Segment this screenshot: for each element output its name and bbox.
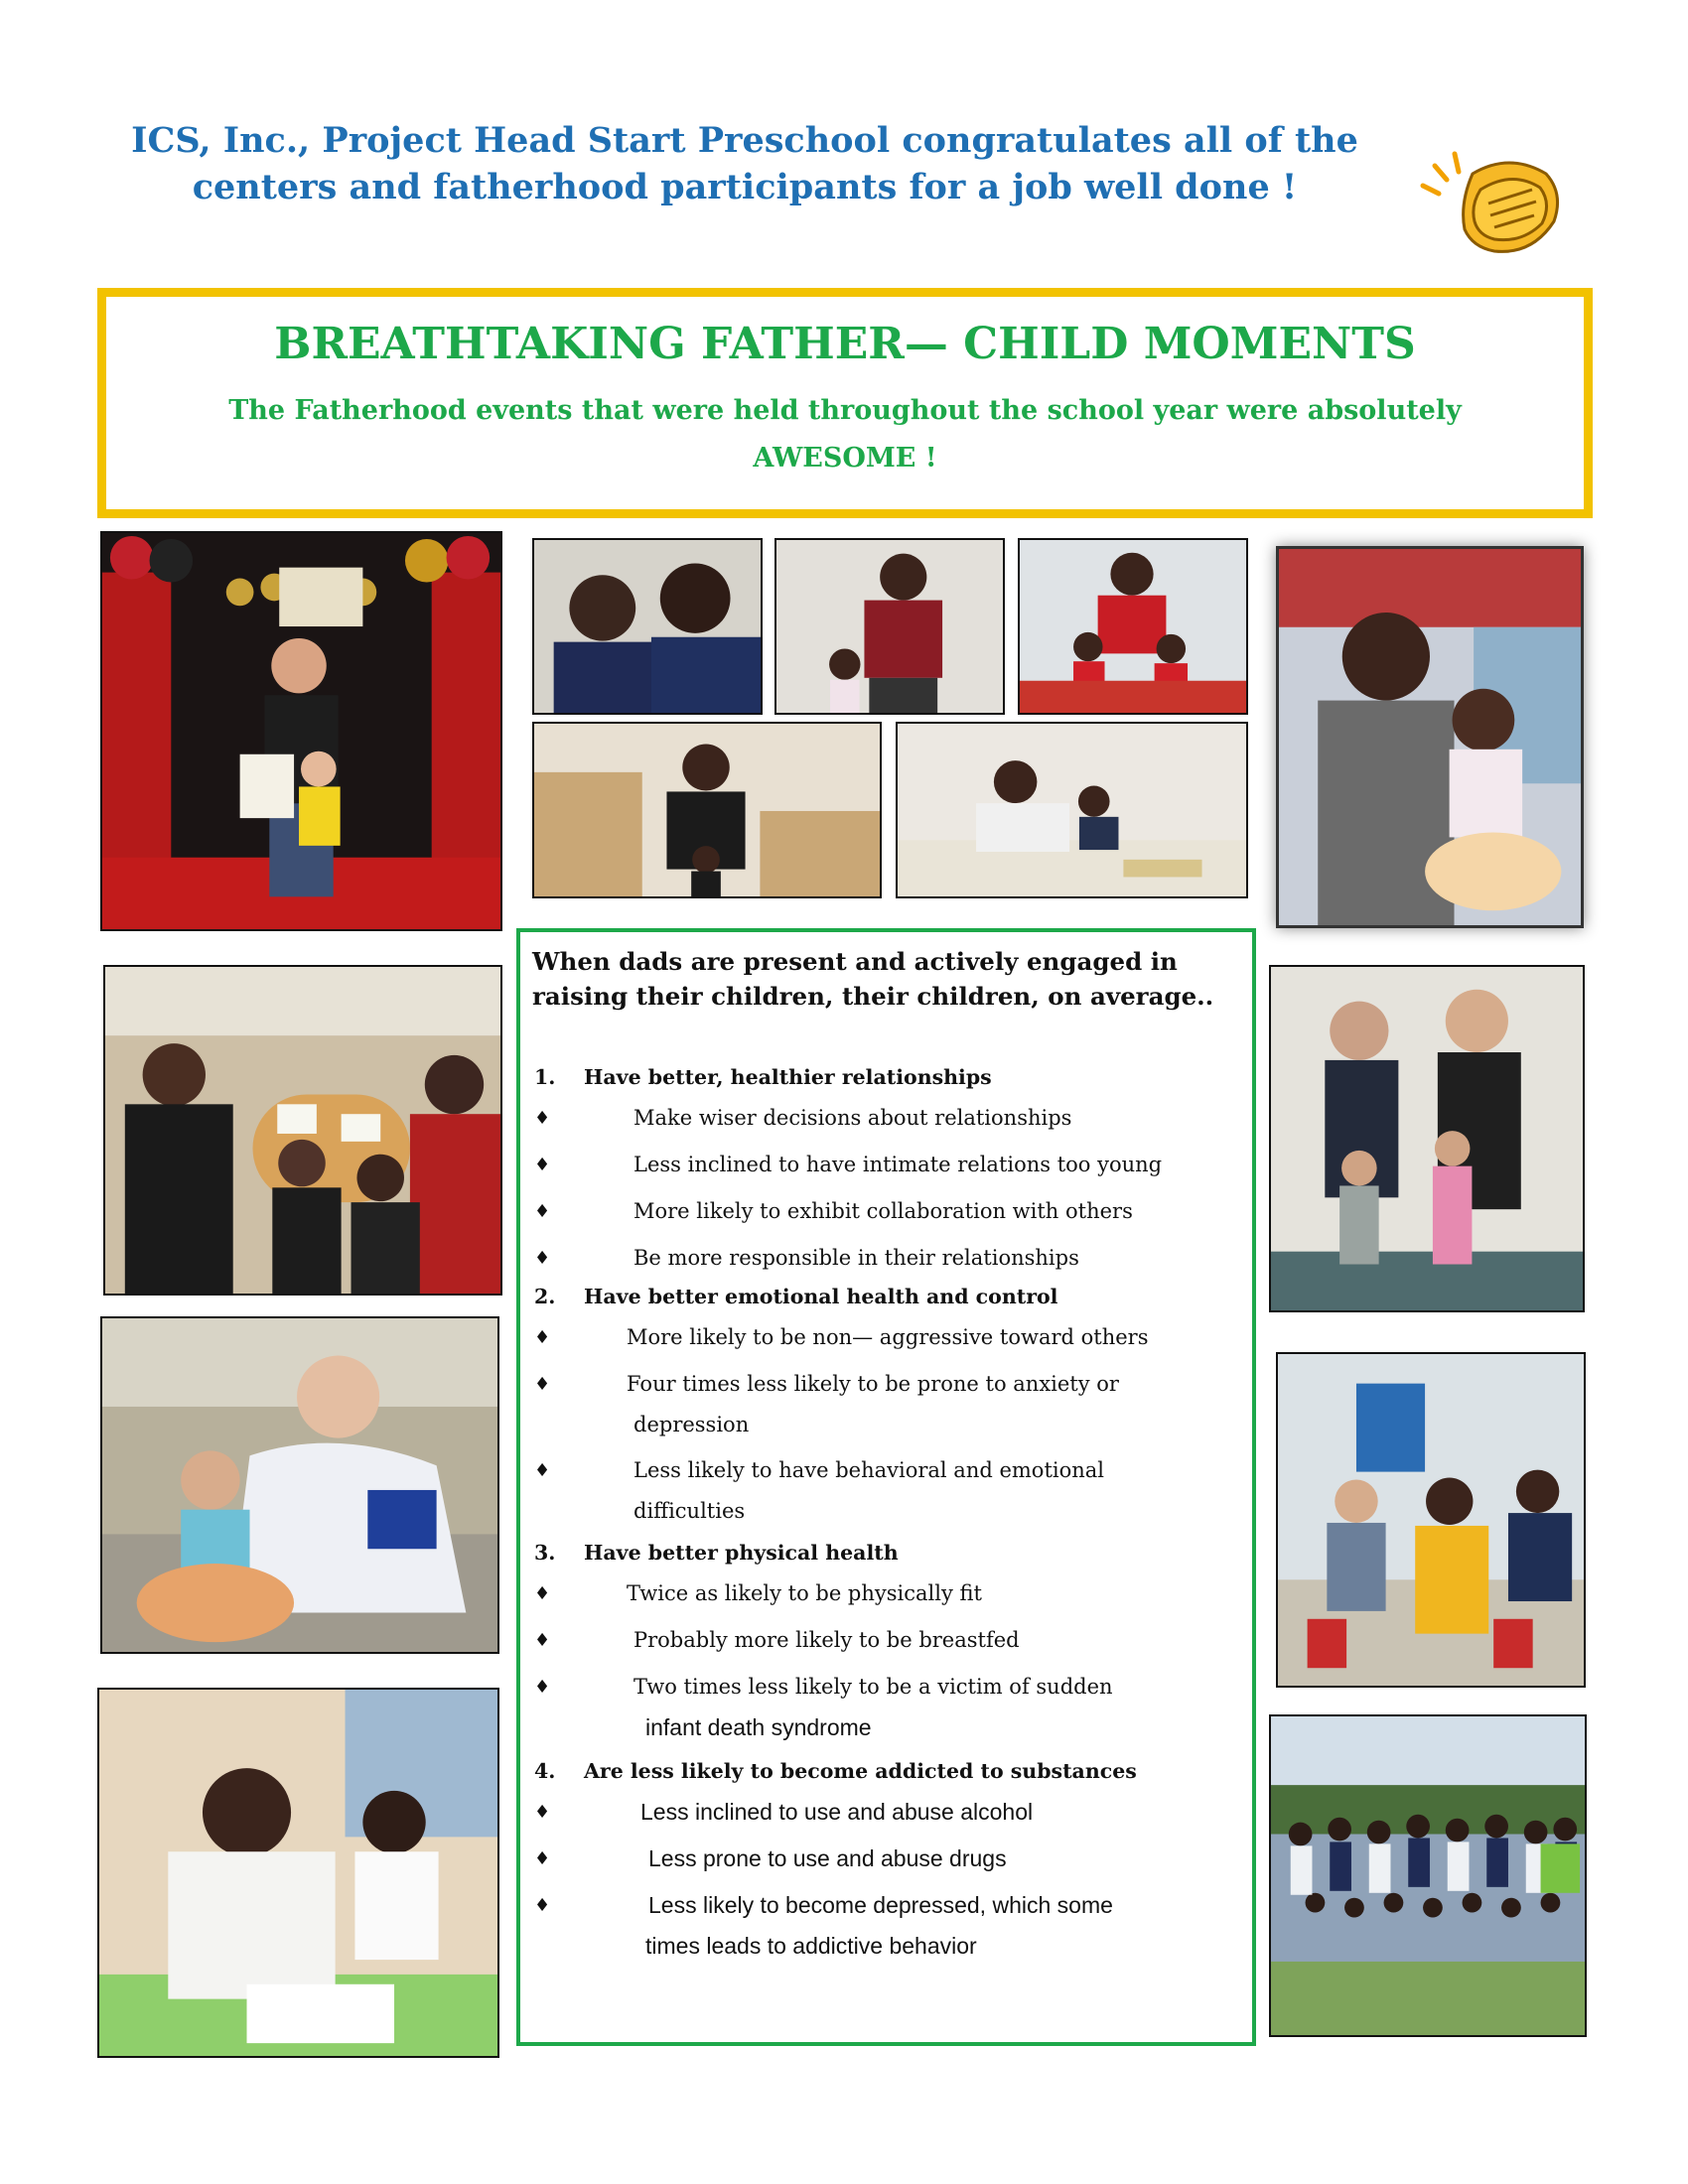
list-item-text: Less likely to become depressed, which some <box>648 1892 1113 1918</box>
list-item-text: Less likely to have behavioral and emotional <box>633 1458 1105 1482</box>
diamond-bullet-icon: ♦ <box>534 1677 551 1698</box>
info-intro-line-2: raising their children, their children, on average.. <box>532 982 1214 1011</box>
list-item-text: More likely to be non— aggressive toward others <box>627 1325 1149 1349</box>
list-item-text: Be more responsible in their relationships <box>633 1246 1079 1270</box>
info-intro-line-1: When dads are present and actively engaged in <box>532 947 1178 976</box>
list-item-text: Less inclined to use and abuse alcohol <box>640 1799 1034 1825</box>
banner-subtitle-line-2: AWESOME ! <box>753 443 937 474</box>
section-number: 2. <box>534 1285 556 1308</box>
header-line-2: centers and fatherhood participants for a job well done ! <box>192 167 1298 207</box>
photo-outdoor-group <box>1269 1714 1587 2037</box>
photo-collage-father-cubbies <box>532 722 882 898</box>
list-item-text: Probably more likely to be breastfed <box>633 1628 1020 1652</box>
diamond-bullet-icon: ♦ <box>534 1201 551 1222</box>
diamond-bullet-icon: ♦ <box>534 1374 551 1395</box>
page-header <box>99 117 1390 210</box>
section-heading <box>534 1285 1057 1308</box>
list-item-text: Make wiser decisions about relationships <box>633 1106 1072 1130</box>
banner-subtitle <box>106 387 1584 482</box>
section-heading <box>534 1065 992 1089</box>
banner-subtitle-line-1: The Fatherhood events that were held throughout the school year were absolutely <box>228 395 1462 426</box>
section-title: Are less likely to become addicted to substances <box>584 1759 1137 1783</box>
diamond-bullet-icon: ♦ <box>534 1895 551 1916</box>
diamond-bullet-icon: ♦ <box>534 1630 551 1651</box>
photo-collage-father-red-shirt <box>774 538 1005 715</box>
clapping-hands-icon <box>1415 144 1574 263</box>
photo-classroom-fathers-playing <box>1276 1352 1586 1688</box>
diamond-bullet-icon: ♦ <box>534 1848 551 1869</box>
section-number: 1. <box>534 1065 556 1089</box>
info-intro <box>532 944 1252 1014</box>
list-item-text: Less inclined to have intimate relations too young <box>633 1153 1163 1176</box>
list-item-continuation: difficulties <box>633 1499 746 1523</box>
benefits-info-box <box>516 928 1256 2046</box>
photo-collage-father-crafts <box>896 722 1248 898</box>
photo-father-daughter-plate <box>1276 546 1584 928</box>
photo-father-son-coloring <box>97 1688 499 2058</box>
header-line-1: ICS, Inc., Project Head Start Preschool congratulates all of the <box>131 120 1358 161</box>
list-item-text: Less prone to use and abuse drugs <box>648 1845 1007 1871</box>
photo-collage-boy-cowboys <box>532 538 763 715</box>
list-item-text: Four times less likely to be prone to anxiety or <box>627 1372 1119 1396</box>
diamond-bullet-icon: ♦ <box>534 1108 551 1129</box>
photo-classroom-table-group <box>103 965 502 1296</box>
diamond-bullet-icon: ♦ <box>534 1155 551 1175</box>
diamond-bullet-icon: ♦ <box>534 1583 551 1604</box>
diamond-bullet-icon: ♦ <box>534 1248 551 1269</box>
list-item-continuation: depression <box>633 1413 750 1436</box>
diamond-bullet-icon: ♦ <box>534 1460 551 1481</box>
photo-family-parents-kids <box>1269 965 1585 1312</box>
section-title: Have better, healthier relationships <box>584 1065 992 1089</box>
section-heading <box>534 1759 1137 1783</box>
list-item-text: More likely to exhibit collaboration with others <box>633 1199 1133 1223</box>
banner-title: BREATHTAKING FATHER— CHILD MOMENTS <box>274 319 1416 369</box>
list-item-continuation: times leads to addictive behavior <box>645 1933 977 1959</box>
section-number: 3. <box>534 1541 556 1565</box>
diamond-bullet-icon: ♦ <box>534 1802 551 1823</box>
photo-father-daughter-stage <box>100 531 502 931</box>
list-item-text: Twice as likely to be physically fit <box>627 1581 982 1605</box>
highlight-banner <box>97 288 1593 518</box>
diamond-bullet-icon: ♦ <box>534 1327 551 1348</box>
list-item-text: Two times less likely to be a victim of sudden <box>633 1675 1113 1699</box>
section-title: Have better physical health <box>584 1541 899 1565</box>
section-number: 4. <box>534 1759 556 1783</box>
section-heading <box>534 1541 899 1565</box>
photo-father-giants-jersey <box>100 1316 499 1654</box>
photo-collage-father-49ers <box>1018 538 1248 715</box>
section-title: Have better emotional health and control <box>584 1285 1058 1308</box>
list-item-continuation: infant death syndrome <box>645 1714 872 1740</box>
